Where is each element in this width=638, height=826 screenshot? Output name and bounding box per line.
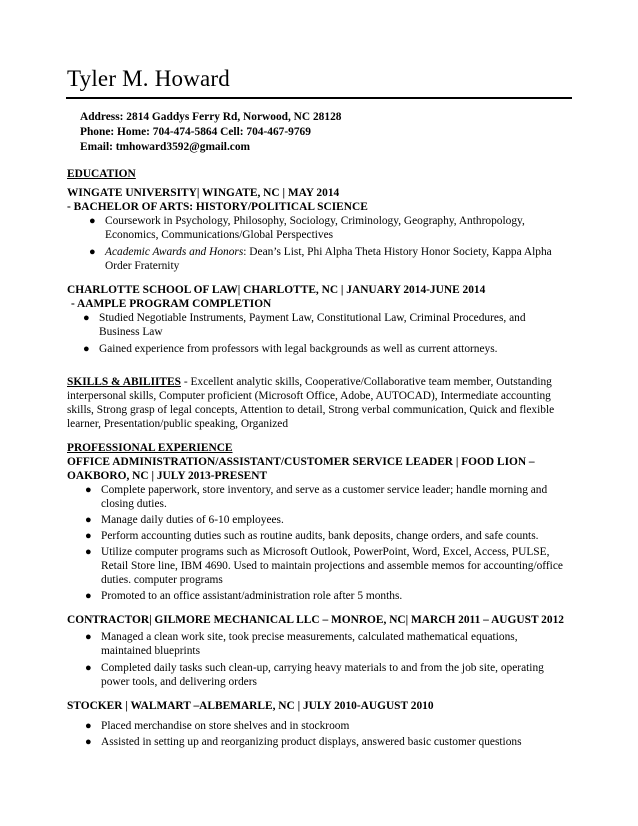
gilmore-b2-l2: power tools, and delivering orders	[101, 676, 257, 688]
skills-line-2: interpersonal skills, Computer proficient (Microsoft Office, Adobe, AUTOCAD), Intermediate accounting	[67, 390, 551, 402]
bullet-icon: ●	[85, 546, 92, 558]
charlotte-b1-l2: Business Law	[99, 326, 163, 338]
list-item	[89, 245, 565, 273]
foodlion-b1-l2: closing duties.	[101, 498, 167, 510]
list-item	[85, 719, 567, 733]
wingate-list	[89, 214, 565, 273]
wingate-b2-l1	[105, 245, 565, 259]
wingate-b1-l2: Economics, Communications/Global Perspectives	[105, 229, 334, 241]
skills-section	[67, 375, 567, 431]
education-section	[67, 167, 567, 356]
gilmore-b1-l1: Managed a clean work site, took precise measurements, calculated mathematical equations,	[101, 631, 518, 643]
contact-address: Address: 2814 Gaddys Ferry Rd, Norwood, NC 28128	[80, 111, 342, 123]
wingate-b2-l2: Order Fraternity	[105, 260, 180, 272]
list-item	[83, 342, 565, 356]
walmart-b2: Assisted in setting up and reorganizing product displays, answered basic customer questions	[101, 736, 522, 748]
walmart-heading: STOCKER | WALMART –ALBEMARLE, NC | JULY 2010-AUGUST 2010	[67, 700, 434, 712]
foodlion-b4-l3: duties. computer programs	[101, 574, 223, 586]
bullet-icon: ●	[85, 530, 92, 542]
walmart-list	[85, 719, 567, 749]
bullet-icon: ●	[83, 312, 90, 324]
contact-block	[80, 110, 341, 155]
skills-lead: - Excellent analytic skills, Cooperative/Collaborative team member, Outstanding	[180, 376, 552, 388]
charlotte-b2: Gained experience from professors with legal backgrounds as well as current attorneys.	[99, 343, 498, 355]
contact-email: Email: tmhoward3592@gmail.com	[80, 141, 251, 153]
wingate-heading: WINGATE UNIVERSITY| WINGATE, NC | MAY 2014	[67, 187, 340, 199]
charlotte-b1-l1: Studied Negotiable Instruments, Payment Law, Constitutional Law, Criminal Procedures, and	[99, 312, 526, 324]
list-item	[85, 661, 567, 689]
education-title: EDUCATION	[67, 168, 136, 180]
bullet-icon: ●	[85, 720, 92, 732]
foodlion-list	[85, 483, 567, 603]
charlotte-program: - AAMPLE PROGRAM COMPLETION	[71, 298, 272, 310]
bullet-icon: ●	[85, 631, 92, 643]
experience-title: PROFESSIONAL EXPERIENCE	[67, 442, 233, 454]
foodlion-heading-2: OAKBORO, NC | JULY 2013-PRESENT	[67, 470, 268, 482]
walmart-b1: Placed merchandise on store shelves and in stockroom	[101, 720, 350, 732]
list-item	[85, 483, 567, 511]
list-item	[83, 311, 565, 339]
wingate-degree: - BACHELOR OF ARTS: HISTORY/POLITICAL SCIENCE	[67, 201, 368, 213]
charlotte-heading: CHARLOTTE SCHOOL OF LAW| CHARLOTTE, NC | JANUARY 2014-JUNE 2014	[67, 284, 486, 296]
wingate-b1-l1: Coursework in Psychology, Philosophy, Sociology, Criminology, Geography, Anthropology,	[105, 215, 525, 227]
list-item	[85, 589, 567, 603]
contact-phone: Phone: Home: 704-474-5864 Cell: 704-467-9769	[80, 126, 311, 138]
foodlion-b4-l1: Utilize computer programs such as Microsoft Outlook, PowerPoint, Word, Excel, Access, PULSE,	[101, 546, 550, 558]
gilmore-b1-l2: maintained blueprints	[101, 645, 201, 657]
experience-section	[67, 441, 567, 749]
foodlion-heading-1: OFFICE ADMINISTRATION/ASSISTANT/CUSTOMER SERVICE LEADER | FOOD LION –	[67, 456, 535, 468]
bullet-icon: ●	[85, 514, 92, 526]
gilmore-heading: CONTRACTOR| GILMORE MECHANICAL LLC – MONROE, NC| MARCH 2011 – AUGUST 2012	[67, 614, 564, 626]
bullet-icon: ●	[85, 662, 92, 674]
bullet-icon: ●	[85, 590, 92, 602]
gilmore-list	[85, 630, 567, 689]
bullet-icon: ●	[83, 343, 90, 355]
charlotte-list	[83, 311, 565, 356]
list-item	[85, 545, 567, 587]
foodlion-b2: Manage daily duties of 6-10 employees.	[101, 514, 284, 526]
bullet-icon: ●	[85, 484, 92, 496]
bullet-icon: ●	[89, 215, 96, 227]
foodlion-b5: Promoted to an office assistant/administration role after 5 months.	[101, 590, 403, 602]
bullet-icon: ●	[85, 736, 92, 748]
bullet-icon: ●	[89, 246, 96, 258]
skills-line-3: skills, Strong grasp of legal concepts, Attention to detail, Strong verbal communication, Quick and flexible	[67, 404, 555, 416]
honors-text: : Dean’s List, Phi Alpha Theta History Honor Society, Kappa Alpha	[243, 246, 552, 258]
list-item	[85, 735, 567, 749]
list-item	[85, 529, 567, 543]
list-item	[85, 513, 567, 527]
skills-line-4: learner, Presentation/public speaking, Organized	[67, 418, 289, 430]
foodlion-b3: Perform accounting duties such as routine audits, bank deposits, change orders, and safe counts.	[101, 530, 539, 542]
skills-line-1	[67, 375, 567, 389]
header-divider	[66, 97, 572, 99]
honors-label: Academic Awards and Honors	[105, 246, 244, 258]
foodlion-b1-l1: Complete paperwork, store inventory, and serve as a customer service leader; handle morning and	[101, 484, 548, 496]
skills-title: SKILLS & ABILIITES	[67, 376, 181, 388]
list-item	[89, 214, 565, 242]
list-item	[85, 630, 567, 658]
resume-name: Tyler M. Howard	[67, 66, 230, 91]
foodlion-b4-l2: Retail Store line, IBM 4690. Used to maintain projections and assemble memos for accounting/office	[101, 560, 563, 572]
gilmore-b2-l1: Completed daily tasks such clean-up, carrying heavy materials to and from the job site, operating	[101, 662, 544, 674]
